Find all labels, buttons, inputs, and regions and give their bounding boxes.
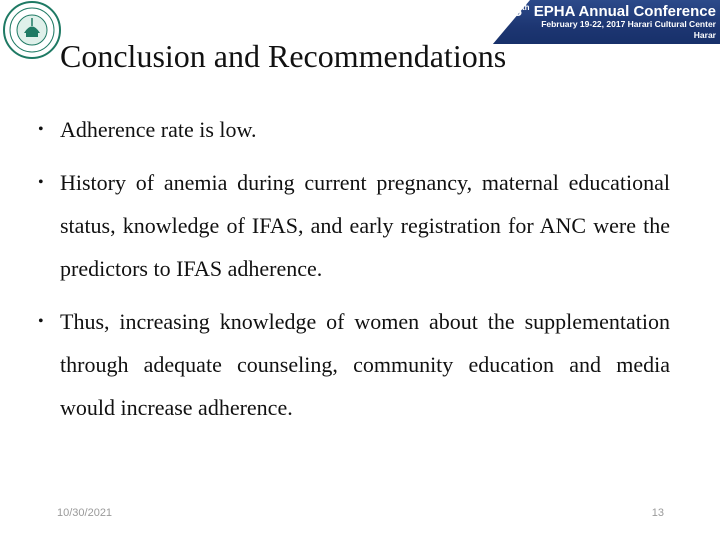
bullet-glyph: •	[38, 313, 44, 330]
bullet-item	[30, 300, 670, 429]
conference-info	[505, 0, 716, 40]
bullet-item	[30, 161, 670, 290]
conference-subtitle: February 19-22, 2017 Harari Cultural Center	[541, 19, 716, 29]
bullet-text: Adherence rate is low.	[60, 117, 257, 142]
bullet-glyph: •	[38, 121, 44, 138]
bullet-text: History of anemia during current pregnancy, maternal educational status, knowledge of IFAS, and early registration for ANC were the predictors to IFAS adherence.	[60, 170, 670, 281]
footer-date: 10/30/2021	[57, 507, 113, 519]
conference-title: 28th EPHA Annual Conference	[505, 3, 716, 20]
bullet-text: Thus, increasing knowledge of women about the supplementation through adequate counseling, community education and media would increase adherence.	[60, 309, 670, 420]
bullet-list	[30, 108, 670, 439]
bullet-glyph: •	[38, 174, 44, 191]
conference-location: Harar	[693, 30, 716, 40]
page-number: 13	[651, 507, 664, 519]
bullet-item	[30, 108, 670, 151]
epha-seal-icon	[2, 0, 62, 60]
slide-title: Conclusion and Recommendations	[60, 38, 507, 74]
